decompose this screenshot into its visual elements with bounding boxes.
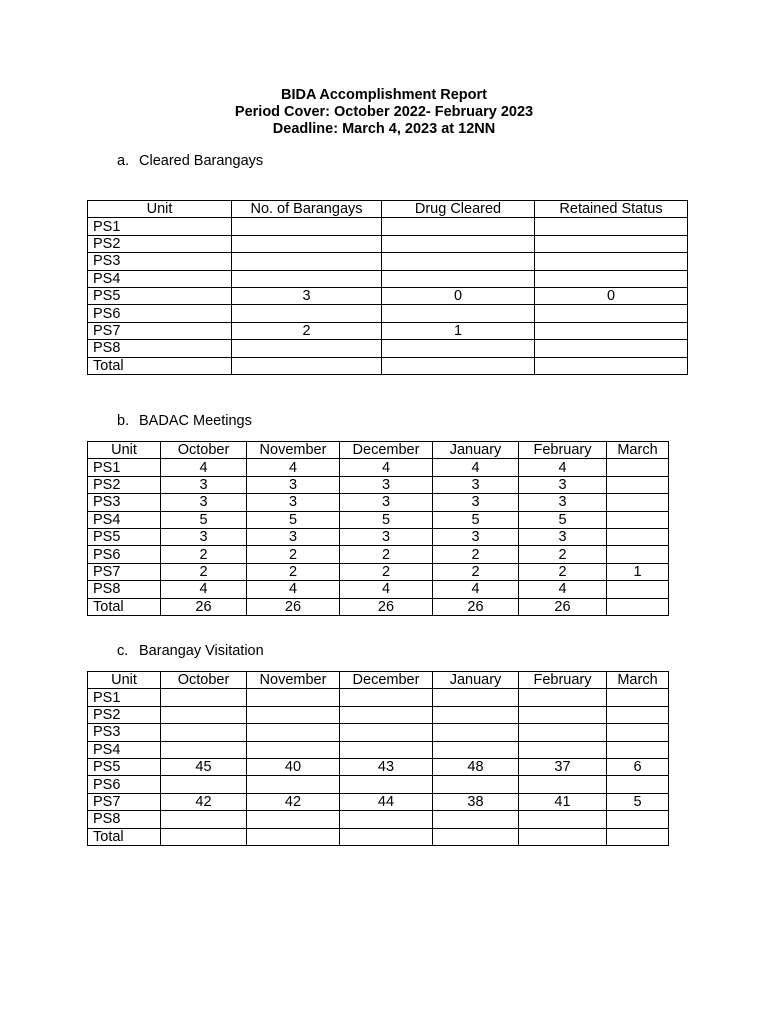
value-cell: 3 — [433, 528, 519, 545]
value-cell: 5 — [340, 511, 433, 528]
value-cell — [340, 828, 433, 845]
value-cell: 4 — [247, 459, 340, 476]
value-cell — [519, 811, 607, 828]
value-cell: 3 — [232, 287, 382, 304]
column-header: Retained Status — [535, 201, 688, 218]
column-header: Unit — [88, 201, 232, 218]
value-cell — [607, 511, 669, 528]
value-cell — [535, 322, 688, 339]
table-row — [88, 322, 688, 339]
value-cell: 4 — [519, 459, 607, 476]
unit-cell: PS3 — [88, 494, 161, 511]
table-row — [88, 287, 688, 304]
table-row — [88, 235, 688, 252]
table-row — [88, 706, 669, 723]
value-cell — [607, 528, 669, 545]
value-cell — [232, 357, 382, 374]
value-cell: 1 — [382, 322, 535, 339]
value-cell: 2 — [247, 546, 340, 563]
unit-cell: PS1 — [88, 459, 161, 476]
value-cell — [340, 689, 433, 706]
value-cell — [161, 811, 247, 828]
value-cell: 45 — [161, 758, 247, 775]
value-cell: 3 — [433, 494, 519, 511]
value-cell — [519, 741, 607, 758]
value-cell: 26 — [161, 598, 247, 615]
value-cell — [382, 357, 535, 374]
table-row — [88, 581, 669, 598]
value-cell: 4 — [519, 581, 607, 598]
value-cell — [519, 689, 607, 706]
value-cell — [161, 706, 247, 723]
column-header: October — [161, 442, 247, 459]
value-cell — [340, 776, 433, 793]
value-cell — [247, 776, 340, 793]
table-row — [88, 253, 688, 270]
table-row — [88, 459, 669, 476]
value-cell: 4 — [161, 581, 247, 598]
value-cell — [607, 581, 669, 598]
value-cell — [161, 689, 247, 706]
table-row — [88, 776, 669, 793]
table-row — [88, 270, 688, 287]
table-row — [88, 741, 669, 758]
barangay-visitation-table — [87, 671, 669, 846]
value-cell: 41 — [519, 793, 607, 810]
table-row — [88, 476, 669, 493]
value-cell — [433, 776, 519, 793]
section-b-title — [117, 413, 252, 430]
unit-cell: PS8 — [88, 581, 161, 598]
section-c-title — [117, 643, 264, 660]
value-cell — [340, 811, 433, 828]
section-label: BADAC Meetings — [139, 413, 252, 429]
table-row — [88, 528, 669, 545]
unit-cell: PS3 — [88, 724, 161, 741]
unit-cell: Total — [88, 828, 161, 845]
table-header-row — [88, 201, 688, 218]
value-cell: 3 — [519, 476, 607, 493]
value-cell — [535, 270, 688, 287]
unit-cell: PS1 — [88, 218, 232, 235]
value-cell — [247, 706, 340, 723]
table-row — [88, 724, 669, 741]
unit-cell: PS6 — [88, 546, 161, 563]
value-cell: 3 — [247, 476, 340, 493]
table-header-row — [88, 672, 669, 689]
value-cell: 2 — [433, 563, 519, 580]
value-cell: 38 — [433, 793, 519, 810]
value-cell — [232, 340, 382, 357]
value-cell: 42 — [161, 793, 247, 810]
value-cell — [519, 776, 607, 793]
unit-cell: PS2 — [88, 706, 161, 723]
value-cell — [232, 270, 382, 287]
section-label: Cleared Barangays — [139, 153, 264, 169]
value-cell — [535, 235, 688, 252]
value-cell: 2 — [519, 563, 607, 580]
value-cell: 2 — [161, 546, 247, 563]
value-cell — [382, 340, 535, 357]
unit-cell: PS6 — [88, 305, 232, 322]
value-cell — [433, 828, 519, 845]
value-cell — [519, 828, 607, 845]
unit-cell: PS5 — [88, 528, 161, 545]
value-cell: 26 — [340, 598, 433, 615]
value-cell — [607, 546, 669, 563]
report-title: BIDA Accomplishment Report — [281, 87, 487, 103]
report-header — [0, 87, 768, 138]
unit-cell: PS5 — [88, 758, 161, 775]
value-cell: 3 — [161, 476, 247, 493]
value-cell: 3 — [161, 494, 247, 511]
section-label: Barangay Visitation — [139, 643, 264, 659]
value-cell: 48 — [433, 758, 519, 775]
value-cell: 3 — [519, 528, 607, 545]
value-cell — [247, 811, 340, 828]
value-cell: 2 — [161, 563, 247, 580]
value-cell — [382, 270, 535, 287]
value-cell — [247, 689, 340, 706]
value-cell — [433, 741, 519, 758]
value-cell — [607, 476, 669, 493]
column-header: Unit — [88, 672, 161, 689]
unit-cell: PS2 — [88, 235, 232, 252]
value-cell: 26 — [519, 598, 607, 615]
table-row — [88, 511, 669, 528]
value-cell: 3 — [433, 476, 519, 493]
unit-cell: Total — [88, 598, 161, 615]
value-cell — [607, 459, 669, 476]
unit-cell: Total — [88, 357, 232, 374]
table-row — [88, 340, 688, 357]
section-a-title — [117, 153, 263, 170]
value-cell: 5 — [607, 793, 669, 810]
value-cell — [607, 494, 669, 511]
table-row — [88, 689, 669, 706]
value-cell: 2 — [340, 563, 433, 580]
value-cell: 2 — [232, 322, 382, 339]
unit-cell: PS4 — [88, 741, 161, 758]
value-cell: 0 — [535, 287, 688, 304]
table-row — [88, 494, 669, 511]
table-row — [88, 758, 669, 775]
unit-cell: PS5 — [88, 287, 232, 304]
column-header: March — [607, 672, 669, 689]
value-cell: 4 — [433, 459, 519, 476]
value-cell — [607, 828, 669, 845]
table-row — [88, 357, 688, 374]
unit-cell: PS6 — [88, 776, 161, 793]
table-row — [88, 811, 669, 828]
value-cell — [433, 706, 519, 723]
value-cell — [519, 724, 607, 741]
value-cell — [535, 305, 688, 322]
value-cell: 3 — [340, 494, 433, 511]
unit-cell: PS7 — [88, 793, 161, 810]
value-cell: 3 — [247, 494, 340, 511]
value-cell: 2 — [519, 546, 607, 563]
value-cell: 44 — [340, 793, 433, 810]
table-row — [88, 546, 669, 563]
value-cell: 3 — [340, 476, 433, 493]
value-cell — [232, 305, 382, 322]
cleared-barangays-table — [87, 200, 688, 375]
value-cell — [161, 724, 247, 741]
value-cell: 0 — [382, 287, 535, 304]
column-header: No. of Barangays — [232, 201, 382, 218]
value-cell: 5 — [161, 511, 247, 528]
table-row — [88, 563, 669, 580]
table-row — [88, 793, 669, 810]
value-cell — [535, 357, 688, 374]
section-letter: c. — [117, 643, 129, 659]
column-header: December — [340, 442, 433, 459]
value-cell — [340, 724, 433, 741]
column-header: Unit — [88, 442, 161, 459]
value-cell: 3 — [161, 528, 247, 545]
table-row — [88, 598, 669, 615]
column-header: January — [433, 672, 519, 689]
table-row — [88, 305, 688, 322]
value-cell: 5 — [247, 511, 340, 528]
value-cell — [232, 253, 382, 270]
column-header: Drug Cleared — [382, 201, 535, 218]
value-cell — [232, 218, 382, 235]
value-cell — [519, 706, 607, 723]
unit-cell: PS8 — [88, 340, 232, 357]
value-cell — [382, 218, 535, 235]
unit-cell: PS8 — [88, 811, 161, 828]
value-cell — [161, 776, 247, 793]
value-cell: 4 — [340, 581, 433, 598]
value-cell — [433, 811, 519, 828]
value-cell: 2 — [433, 546, 519, 563]
column-header: March — [607, 442, 669, 459]
value-cell — [607, 811, 669, 828]
value-cell — [161, 741, 247, 758]
value-cell — [607, 689, 669, 706]
value-cell — [535, 340, 688, 357]
value-cell: 2 — [247, 563, 340, 580]
table-row — [88, 218, 688, 235]
value-cell — [382, 253, 535, 270]
badac-meetings-table — [87, 441, 669, 616]
value-cell: 5 — [519, 511, 607, 528]
value-cell: 26 — [433, 598, 519, 615]
value-cell — [340, 741, 433, 758]
value-cell — [161, 828, 247, 845]
value-cell: 4 — [340, 459, 433, 476]
value-cell: 3 — [519, 494, 607, 511]
column-header: February — [519, 672, 607, 689]
value-cell — [247, 828, 340, 845]
value-cell — [535, 253, 688, 270]
report-period: Period Cover: October 2022- February 2023 — [234, 104, 534, 120]
value-cell: 5 — [433, 511, 519, 528]
value-cell: 3 — [247, 528, 340, 545]
unit-cell: PS4 — [88, 270, 232, 287]
value-cell — [382, 305, 535, 322]
value-cell: 4 — [433, 581, 519, 598]
value-cell: 2 — [340, 546, 433, 563]
unit-cell: PS2 — [88, 476, 161, 493]
section-letter: b. — [117, 413, 130, 429]
value-cell — [382, 235, 535, 252]
value-cell — [607, 598, 669, 615]
value-cell: 4 — [247, 581, 340, 598]
value-cell — [247, 741, 340, 758]
table-row — [88, 828, 669, 845]
value-cell: 6 — [607, 758, 669, 775]
value-cell: 3 — [340, 528, 433, 545]
value-cell — [607, 706, 669, 723]
column-header: November — [247, 442, 340, 459]
column-header: November — [247, 672, 340, 689]
value-cell — [433, 724, 519, 741]
value-cell — [607, 776, 669, 793]
value-cell — [232, 235, 382, 252]
column-header: February — [519, 442, 607, 459]
value-cell — [340, 706, 433, 723]
column-header: December — [340, 672, 433, 689]
unit-cell: PS3 — [88, 253, 232, 270]
value-cell — [535, 218, 688, 235]
value-cell: 43 — [340, 758, 433, 775]
unit-cell: PS4 — [88, 511, 161, 528]
value-cell: 1 — [607, 563, 669, 580]
report-deadline: Deadline: March 4, 2023 at 12NN — [272, 121, 496, 137]
value-cell: 26 — [247, 598, 340, 615]
value-cell: 42 — [247, 793, 340, 810]
value-cell — [607, 741, 669, 758]
column-header: October — [161, 672, 247, 689]
value-cell: 4 — [161, 459, 247, 476]
section-letter: a. — [117, 153, 130, 169]
column-header: January — [433, 442, 519, 459]
unit-cell: PS7 — [88, 322, 232, 339]
value-cell — [607, 724, 669, 741]
unit-cell: PS7 — [88, 563, 161, 580]
value-cell — [433, 689, 519, 706]
value-cell: 37 — [519, 758, 607, 775]
unit-cell: PS1 — [88, 689, 161, 706]
table-header-row — [88, 442, 669, 459]
value-cell: 40 — [247, 758, 340, 775]
value-cell — [247, 724, 340, 741]
